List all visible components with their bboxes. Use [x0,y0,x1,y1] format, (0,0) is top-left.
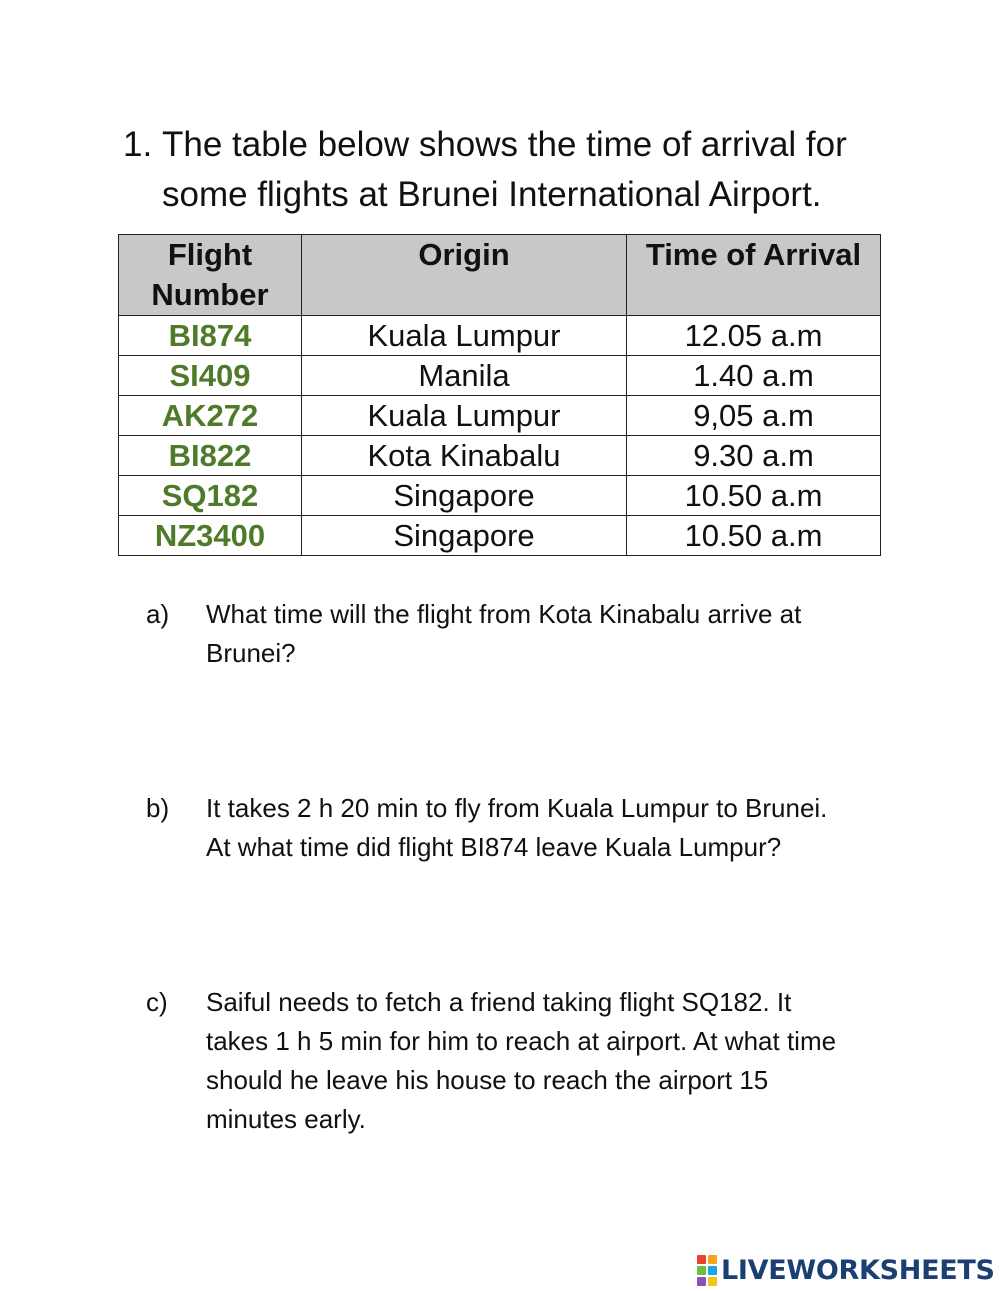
subquestion-line: takes 1 h 5 min for him to reach at airport. At what time [206,1026,837,1056]
question-line: some flights at Brunei International Airport. [162,175,822,214]
subquestion-line: should he leave his house to reach the airport 15 [206,1065,769,1095]
header-origin: Origin [302,235,627,316]
origin-cell: Kuala Lumpur [302,396,627,436]
question-number: 1. [123,125,153,164]
arrival-time-cell: 9,05 a.m [627,396,881,436]
header-time-of-arrival: Time of Arrival [627,235,881,316]
origin-cell: Singapore [302,476,627,516]
subquestion-line: It takes 2 h 20 min to fly from Kuala Lumpur to Brunei. [206,793,828,823]
subquestion-line: At what time did flight BI874 leave Kuala Lumpur? [206,832,782,862]
flight-number-cell: SI409 [119,356,302,396]
table-row [119,476,881,516]
subquestion-line: Brunei? [206,638,296,668]
subquestion-letter: c) [146,987,168,1017]
question-text [162,120,902,220]
arrival-time-cell: 10.50 a.m [627,476,881,516]
table-row [119,316,881,356]
table-row [119,516,881,556]
arrival-time-cell: 1.40 a.m [627,356,881,396]
subquestion-line: Saiful needs to fetch a friend taking flight SQ182. It [206,987,792,1017]
arrival-time-cell: 9.30 a.m [627,436,881,476]
table-row [119,396,881,436]
header-flight-line2: Number [151,277,269,312]
table-row [119,436,881,476]
liveworksheets-logo-icon [697,1255,717,1286]
question-line: The table below shows the time of arrival for [162,125,847,164]
flight-number-cell: BI874 [119,316,302,356]
subquestion-text [206,595,906,673]
table-row [119,356,881,396]
liveworksheets-logo-text: LIVEWORKSHEETS [721,1254,995,1286]
subquestion-text [206,789,906,867]
flight-number-cell: SQ182 [119,476,302,516]
flight-number-cell: NZ3400 [119,516,302,556]
origin-cell: Singapore [302,516,627,556]
subquestion-line: minutes early. [206,1104,366,1134]
origin-cell: Manila [302,356,627,396]
subquestion-letter: b) [146,793,170,823]
origin-cell: Kuala Lumpur [302,316,627,356]
arrival-time-cell: 12.05 a.m [627,316,881,356]
liveworksheets-logo [697,1252,995,1288]
flight-number-cell: BI822 [119,436,302,476]
arrival-time-cell: 10.50 a.m [627,516,881,556]
subquestion-text [206,983,906,1139]
flight-arrivals-table [118,234,881,556]
header-flight-number [119,235,302,316]
table-header-row [119,235,881,316]
subquestion-line: What time will the flight from Kota Kinabalu arrive at [206,599,802,629]
flight-number-cell: AK272 [119,396,302,436]
header-flight-line1: Flight [167,237,253,272]
subquestion-letter: a) [146,599,170,629]
origin-cell: Kota Kinabalu [302,436,627,476]
